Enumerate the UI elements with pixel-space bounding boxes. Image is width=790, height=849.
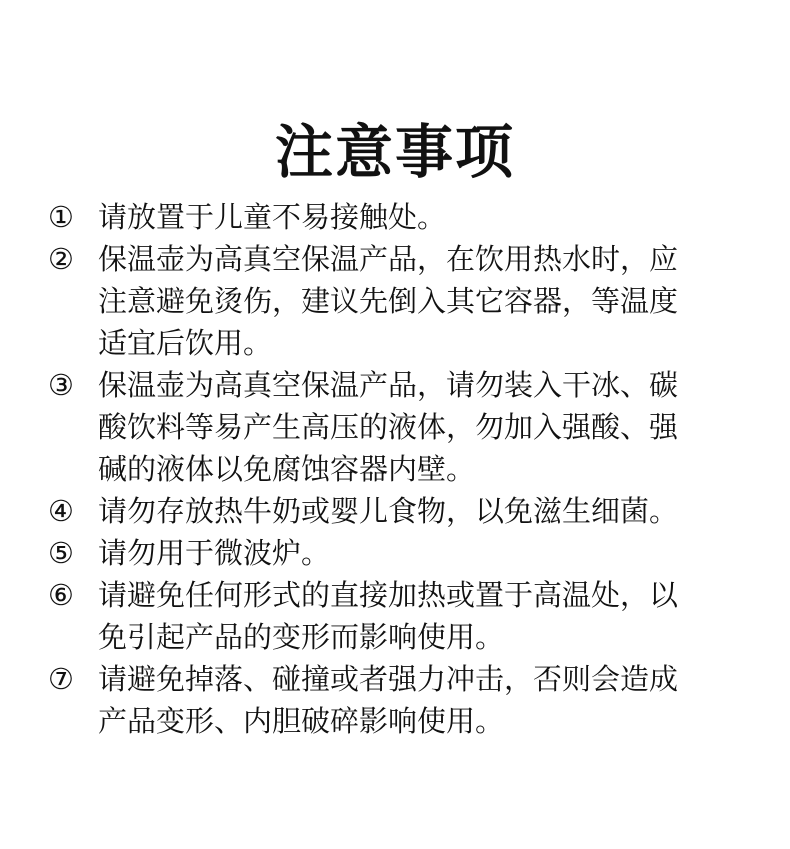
notice-line: 保温壶为高真空保温产品，在饮用热水时，应 [98,242,679,276]
notice-line: 请避免掉落、碰撞或者强力冲击，否则会造成 [98,662,679,696]
notice-line: 保温壶为高真空保温产品，请勿装入干冰、碳 [98,368,679,402]
notice-text [98,658,748,742]
notice-text [98,574,748,658]
notice-line: 酸饮料等易产生高压的液体，勿加入强酸、强 [98,410,679,444]
notice-line: 适宜后饮用。 [98,326,273,360]
notice-item-3 [48,364,748,490]
notice-number: ④ [48,494,74,528]
notice-line: 请避免任何形式的直接加热或置于高温处，以 [98,578,679,612]
notice-item-5 [48,532,748,574]
notice-text [98,238,748,364]
notice-text [98,532,748,574]
notice-line: 产品变形、内胆破碎影响使用。 [98,704,505,738]
notice-item-6 [48,574,748,658]
notice-item-4 [48,490,748,532]
notice-item-1 [48,196,748,238]
notice-number: ② [48,242,74,276]
notice-number: ③ [48,368,74,402]
notice-number: ⑥ [48,578,74,612]
notice-text [98,490,748,532]
notice-item-2 [48,238,748,364]
notice-number: ⑤ [48,536,74,570]
notice-text [98,364,748,490]
notice-line: 碱的液体以免腐蚀容器内壁。 [98,452,476,486]
notice-number: ① [48,200,74,234]
notice-text [98,196,748,238]
notice-line: 免引起产品的变形而影响使用。 [98,620,505,654]
notice-item-7 [48,658,748,742]
notice-list [48,196,748,742]
page-title: 注意事项 [274,117,515,186]
notice-line: 请勿存放热牛奶或婴儿食物，以免滋生细菌。 [98,494,679,528]
notice-line: 请勿用于微波炉。 [98,536,331,570]
notice-number: ⑦ [48,662,74,696]
notice-line: 请放置于儿童不易接触处。 [98,200,447,234]
notice-line: 注意避免烫伤，建议先倒入其它容器，等温度 [98,284,679,318]
